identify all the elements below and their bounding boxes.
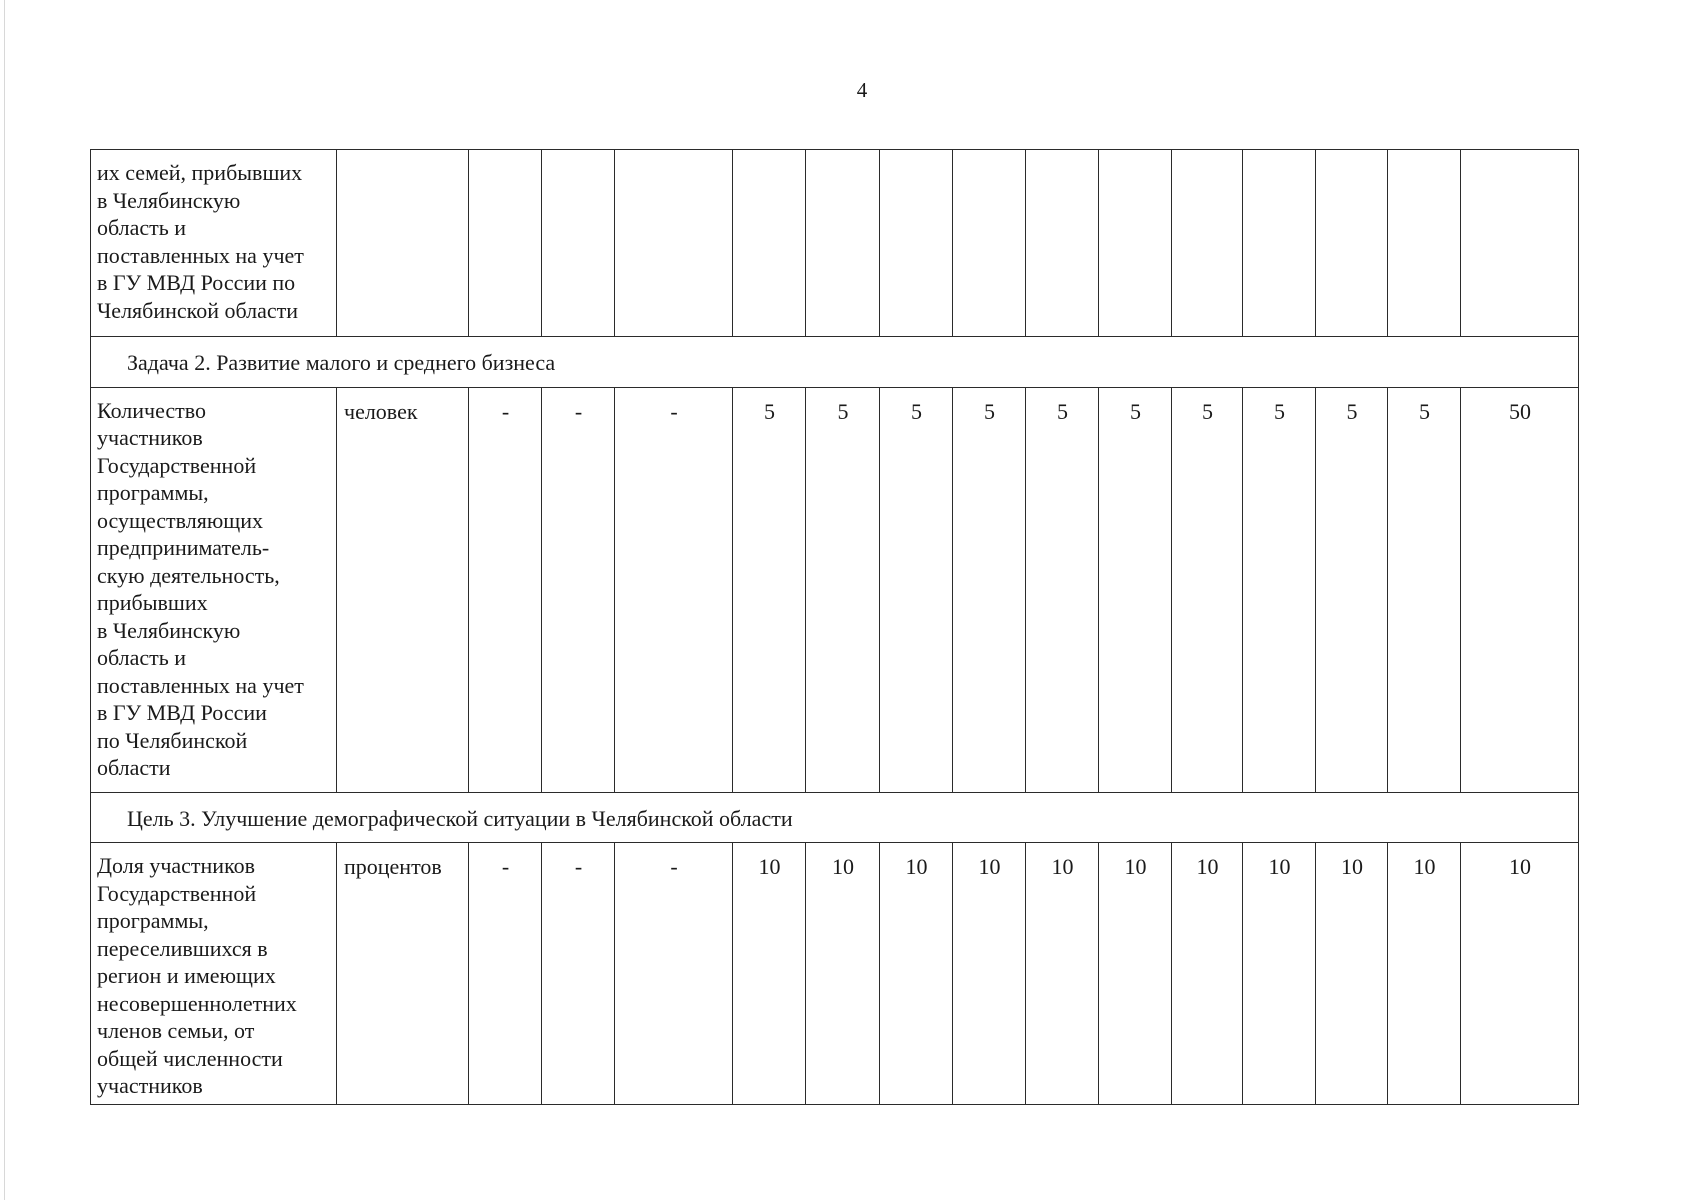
value-cell: 10: [953, 843, 1026, 1105]
value-cell: [1461, 150, 1579, 337]
value-cell: -: [469, 843, 542, 1105]
value-cell: -: [615, 843, 733, 1105]
table-row: [91, 843, 1579, 1105]
section-heading-goal-3: Цель 3. Улучшение демографической ситуации в Челябинской области: [91, 792, 1579, 843]
unit-cell: человек: [337, 387, 469, 792]
value-cell: [880, 150, 953, 337]
value-cell: [1026, 150, 1099, 337]
value-cell: 5: [1243, 387, 1316, 792]
scan-edge-line: [4, 0, 5, 1200]
value-cell: 5: [1388, 387, 1461, 792]
value-cell: 5: [1172, 387, 1243, 792]
value-cell: 5: [733, 387, 806, 792]
value-cell: 10: [1316, 843, 1388, 1105]
value-cell: 10: [1099, 843, 1172, 1105]
value-cell: [733, 150, 806, 337]
value-cell: [1172, 150, 1243, 337]
table-row: [91, 150, 1579, 337]
value-cell: 50: [1461, 387, 1579, 792]
value-cell: 10: [880, 843, 953, 1105]
page-number: 4: [856, 78, 868, 102]
value-cell: -: [542, 387, 615, 792]
value-cell: 10: [806, 843, 880, 1105]
value-cell: 5: [806, 387, 880, 792]
value-cell: [1099, 150, 1172, 337]
value-cell: 5: [1026, 387, 1099, 792]
unit-cell: [337, 150, 469, 337]
value-cell: [542, 150, 615, 337]
table-row: [91, 387, 1579, 792]
value-cell: 5: [1099, 387, 1172, 792]
value-cell: -: [469, 387, 542, 792]
value-cell: -: [542, 843, 615, 1105]
value-cell: 10: [733, 843, 806, 1105]
value-cell: 5: [1316, 387, 1388, 792]
value-cell: 5: [953, 387, 1026, 792]
value-cell: 5: [880, 387, 953, 792]
value-cell: [615, 150, 733, 337]
value-cell: [469, 150, 542, 337]
value-cell: 10: [1388, 843, 1461, 1105]
indicators-table: [90, 149, 1579, 1105]
indicator-name: Доля участников Государственной программы, переселившихся в регион и имеющих несовершеннолетних членов семьи, от общей численности участников: [91, 843, 337, 1105]
section-heading-task-2: Задача 2. Развитие малого и среднего бизнеса: [91, 337, 1579, 388]
value-cell: [1243, 150, 1316, 337]
value-cell: 10: [1026, 843, 1099, 1105]
value-cell: [806, 150, 880, 337]
section-row: [91, 337, 1579, 388]
value-cell: [1388, 150, 1461, 337]
unit-cell: процентов: [337, 843, 469, 1105]
indicator-name: их семей, прибывших в Челябинскую область и поставленных на учет в ГУ МВД России по Челябинской области: [91, 150, 337, 337]
section-row: [91, 792, 1579, 843]
value-cell: 10: [1243, 843, 1316, 1105]
indicator-name: Количество участников Государственной программы, осуществляющих предприниматель- скую деятельность, прибывших в Челябинскую область и поставленных на учет в ГУ МВД России по Челябинской области: [91, 387, 337, 792]
value-cell: [953, 150, 1026, 337]
value-cell: 10: [1461, 843, 1579, 1105]
value-cell: -: [615, 387, 733, 792]
value-cell: 10: [1172, 843, 1243, 1105]
value-cell: [1316, 150, 1388, 337]
